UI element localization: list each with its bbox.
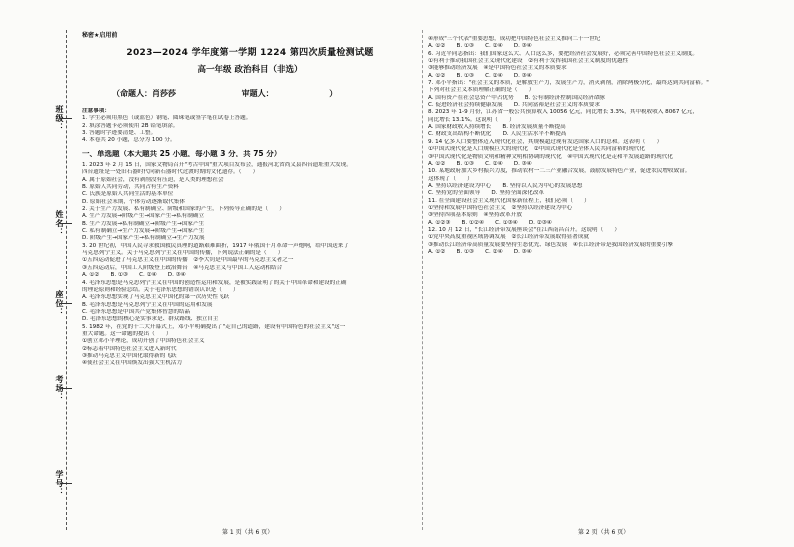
question-line: A. 国家财政收入持续增长 B. 经济发展质量不断提高 (428, 124, 566, 131)
name-blank[interactable] (60, 223, 72, 224)
question-line: 重大命题。这一命题的提出（ ） (82, 330, 172, 337)
question-line: C. 私有制确立→生产力发展→阶级产生→国家产生 (82, 228, 205, 235)
question-line: ①有利于推动我国社会主义现代化建设 ②有利于发挥我国社会主义制度的优越性 (428, 58, 629, 65)
question-line: 下列对社会主义本质理解正确的是（ ） (428, 87, 535, 94)
class-blank[interactable] (60, 118, 72, 119)
question-line: ①党中央高度重视区域协调发展 ②长江经济带发展取得显著成就 (428, 234, 590, 241)
binding-margin (0, 0, 82, 547)
question-line: A. ①② B. ①③ C. ②④ D. ③④ (428, 43, 532, 50)
question-line: 10. 某地政府加大乡村振兴力度，推动农村一二三产业融合发展，鼓励发展特色产业，促进农民增收致富。 (428, 168, 691, 175)
question-line: 6. 习近平同志指出：我们国家这么大、人口这么多，要把经济社会发展好，必须完善中国特色社会主义制度。 (428, 50, 699, 57)
notes-heading: 注意事项： (82, 108, 110, 114)
right-page-footer: 第 2 页（共 6 页） (578, 529, 630, 536)
reviewer-label: 审题人： (241, 89, 274, 98)
question-line: A. ①② B. ①③ C. ②④ D. ③④ (428, 248, 532, 255)
question-line: ③能够推动经济发展 ④是中国特色社会主义的本质要求 (428, 65, 567, 72)
question-line: A. ①② B. ①③ C. ②④ D. ③④ (428, 160, 532, 167)
question-line: ③五四运动后，中国工人阶级登上政治舞台 ④马克思主义与中国工人运动相结合 (82, 264, 283, 271)
question-line: D. 阶级产生→国家产生→私有制确立→生产力发展 (82, 235, 205, 242)
question-line: B. 原始人共同劳动，共同占有生产资料 (82, 184, 179, 191)
question-line: A. 坚持以经济建设为中心 B. 坚持以人民为中心的发展思想 (428, 182, 583, 189)
notes-block (82, 108, 418, 145)
exam-room-label: 考场： (55, 375, 64, 402)
author-name: （命题人：肖莎莎 (112, 89, 176, 98)
question-line: 3. 20 世纪初，中国人民寻求救国救民真理的道路艰难曲折，1917 年俄国十月革命一声炮响，给中国送来了 (82, 242, 349, 249)
left-column (82, 0, 418, 547)
section-heading: 一、单选题（本大题共 25 小题，每小题 3 分，共 75 分） (82, 150, 282, 158)
question-line: 4. 毛泽东思想是马克思列宁主义在中国的创造性运用和发展，是被实践证明了的关于中国革命和建设的正确 (82, 279, 347, 286)
confidential-stamp: 秘密★启用前 (82, 32, 118, 39)
seat-label: 座位： (55, 290, 64, 317)
question-line: A. ①②③ B. ①②④ C. ①③④ D. ②③④ (428, 219, 552, 226)
exam-room-blank[interactable] (60, 388, 72, 389)
question-line: 马克思列宁主义。关于马克思列宁主义在中国的传播，下列说法正确的是（ ） (82, 250, 284, 257)
section-one (82, 148, 418, 159)
question-line: 同比增长 13.1%。这说明（ ） (428, 116, 515, 123)
question-line: ④使社会主义在中国焕发出强大生机活力 (82, 360, 183, 367)
question-line: C. 毛泽东思想是中国共产党集体智慧的结晶 (82, 308, 191, 315)
note-item: 1. 学生必须用黑色（或蓝色）钢笔、圆珠笔或签字笔在试卷上答题。 (82, 115, 252, 122)
question-line: A. ①② B. ①③ C. ②④ D. ③④ (428, 72, 532, 79)
author-line (112, 90, 412, 97)
question-line: 5. 1982 年，在党的十二大开幕式上，邓小平明确提出了"走自己的道路，建设有中国特色的社会主义"这一 (82, 323, 346, 330)
note-item: 3. 答题时字迹要清楚、工整。 (82, 130, 157, 137)
question-line: B. 毛泽东思想是马克思列宁主义在中国的运用和发展 (82, 301, 213, 308)
student-number-blank[interactable] (60, 483, 72, 484)
question-line: B. 生产力发展→私有制确立→阶级产生→国家产生 (82, 220, 205, 227)
question-line: A. 生产力发展→阶级产生→国家产生→私有制确立 (82, 213, 205, 220)
question-line: ③推动马克思主义中国化取得新的飞跃 (82, 352, 177, 359)
question-line: 7. 邓小平指出："社会主义的本质，是解放生产力，发展生产力，消灭剥削，消除两极分化，最终达到共同富裕。" (428, 80, 709, 87)
question-line: 11. 在全面建设社会主义现代化国家新征程上，我们必须（ ） (428, 197, 590, 204)
question-line: ②标志着中国特色社会主义进入新时代 (82, 345, 177, 352)
question-line: A. 国有资产在社会总资产中占优势 B. 公有制经济控制国民经济命脉 (428, 94, 605, 101)
binding-dashed-line (66, 30, 67, 530)
question-line: C. 坚持党的全面领导 D. 坚持全面深化改革 (428, 190, 545, 197)
question-line: 2. 关于生产力发展、私有制确立、阶级和国家的产生，下列传导正确的是（ ） (82, 206, 285, 213)
reviewer-close: ） (329, 89, 338, 98)
student-number-label: 学号： (55, 470, 64, 497)
question-line: D. 毛泽东思想的核心是实事求是、群众路线、独立自主 (82, 316, 219, 323)
note-item: 4. 本卷共 20 小题，总分为 100 分。 (82, 137, 176, 144)
question-line: D. 原始社会末期，个体劳动逐渐取代集体 (82, 198, 185, 205)
exam-title: 2023—2024 学年度第一学期 1224 第四次质量检测试题 (126, 48, 374, 58)
right-column (428, 0, 780, 547)
question-line: 8. 2023 年 1-9 月份，江苏省一般公共预算收入 10056 亿元，同比增长 3.3%，其中税收收入 8067 亿元， (428, 109, 698, 116)
name-label: 姓名： (55, 210, 64, 237)
question-line: ③推动长江经济带高质量发展要坚持生态优先、绿色发展 ④长江经济带是我国经济发展的重要引擎 (428, 241, 673, 248)
left-questions (82, 162, 418, 368)
seat-blank[interactable] (60, 303, 72, 304)
question-line: ①创立邓小平理论，成功开创了中国特色社会主义 (82, 338, 205, 345)
left-page-footer: 第 1 页（共 6 页） (222, 529, 274, 536)
question-line: 的理论原则和经验总结。关于毛泽东思想的错误认识是（ ） (82, 286, 239, 293)
question-line: C. 财政支出结构不断优化 D. 人民生活水平不断提高 (428, 131, 567, 138)
question-line: ④形成"三个代表"重要思想，成功把中国特色社会主义推向二十一世纪 (428, 36, 601, 42)
question-line: ①五四运动促进了马克思主义在中国的传播 ②李大钊是中国最早的马克思主义者之一 (82, 257, 294, 264)
question-line: 9. 14 亿多人口要整体迈入现代化社会，其规模超过现有发达国家人口的总和。这表明（ ） (428, 138, 663, 145)
question-line: ③坚持四项基本原则 ④坚持改革开放 (428, 212, 522, 219)
exam-subtitle: 高一年级 政治科目（非选） (197, 65, 303, 75)
right-questions (428, 36, 780, 256)
question-line: C. 促进经济社会持续健康发展 D. 共同富裕是社会主义的本质要求 (428, 102, 600, 109)
note-item: 2. 填涂答题卡必须使用 2B 铅笔填涂。 (82, 122, 179, 129)
question-line: 四台遗址是一处旧石器时代向新石器时代过渡时期的文化遗存。（ ） (82, 169, 259, 176)
question-line: ③中国式现代化是物质文明和精神文明相协调的现代化 ④中国式现代化是走和平发展道路的现代化 (428, 153, 673, 160)
question-line: 1. 2023 年 2 月 15 日，国家文物局召开"考古中国"重大项目发布会，通报河北省尚义县四台遗址重大发现。 (82, 162, 352, 168)
column-divider (422, 30, 423, 530)
question-line: 12. 10 月 12 日，"长江经济带发展座谈会"在江西南昌召开。这说明（ ） (428, 226, 621, 233)
question-line: A. ①② B. ①③ C. ②④ D. ③④ (82, 272, 186, 279)
question-line: A. 毛泽东思想实现了马克思主义中国化的第一次历史性飞跃 (82, 294, 230, 301)
question-line: C. 氏族是原始人共同生活的基本单位 (82, 191, 174, 198)
question-line: 这体现了（ ） (428, 175, 473, 182)
question-line: ①坚持和发展中国特色社会主义 ②坚持以经济建设为中心 (428, 204, 573, 211)
question-line: ①中国式现代化是人口规模巨大的现代化 ②中国式现代化是全体人民共同富裕的现代化 (428, 146, 645, 153)
question-line: A. 属于原始社会，没有剥削没有压迫，是人类的理想社会 (82, 176, 224, 183)
class-label: 班级： (55, 105, 64, 132)
